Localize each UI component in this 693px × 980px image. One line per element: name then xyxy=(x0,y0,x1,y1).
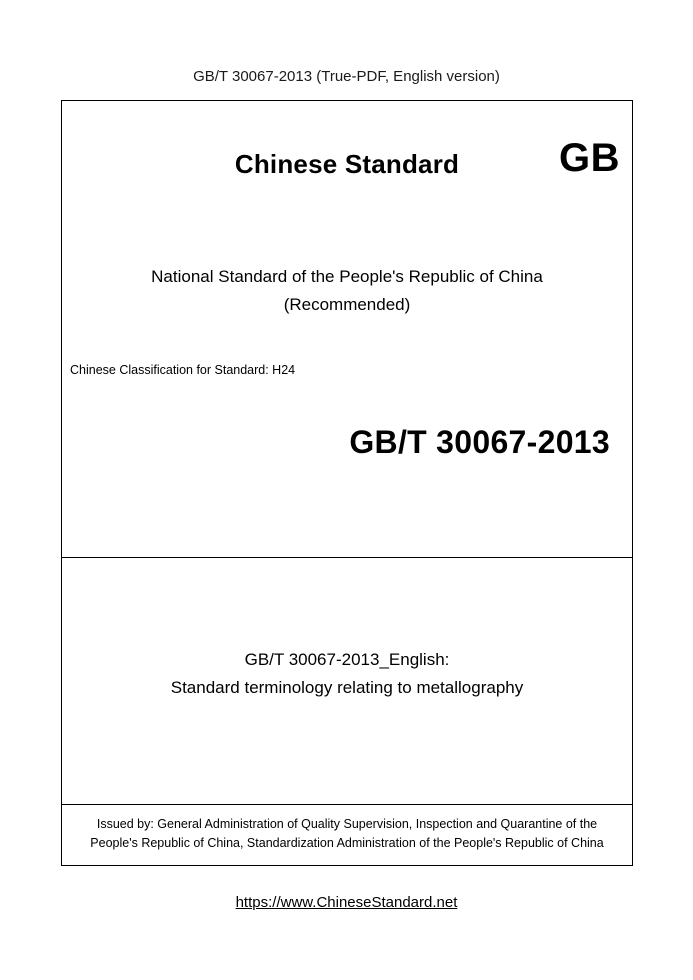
issued-by-text: Issued by: General Administration of Quality Supervision, Inspection and Quarantine of the People's Republic of China, Standardization Administration of the People's Republic of China xyxy=(90,817,604,850)
cover-middle-section xyxy=(62,558,632,805)
english-title-block xyxy=(62,558,632,702)
national-standard-line-2: (Recommended) xyxy=(283,295,411,315)
title-row xyxy=(62,101,632,191)
cover-frame xyxy=(61,100,633,866)
footer-url-link[interactable]: https://www.ChineseStandard.net xyxy=(235,894,458,911)
classification-text: Chinese Classification for Standard: H24 xyxy=(70,363,296,378)
page-header-text: GB/T 30067-2013 (True-PDF, English version) xyxy=(193,68,500,85)
english-title-line-1: GB/T 30067-2013_English: xyxy=(244,650,450,669)
national-standard-block xyxy=(62,263,632,319)
main-title: Chinese Standard xyxy=(234,149,460,179)
cover-bottom-section xyxy=(62,805,632,865)
english-title-line-2: Standard terminology relating to metallography xyxy=(170,678,524,698)
cover-top-section xyxy=(62,101,632,558)
national-standard-line-1: National Standard of the People's Republic of China xyxy=(151,267,543,286)
footer-url[interactable] xyxy=(0,894,693,911)
gb-logo: GB xyxy=(559,136,620,180)
standard-number: GB/T 30067-2013 xyxy=(349,424,610,461)
